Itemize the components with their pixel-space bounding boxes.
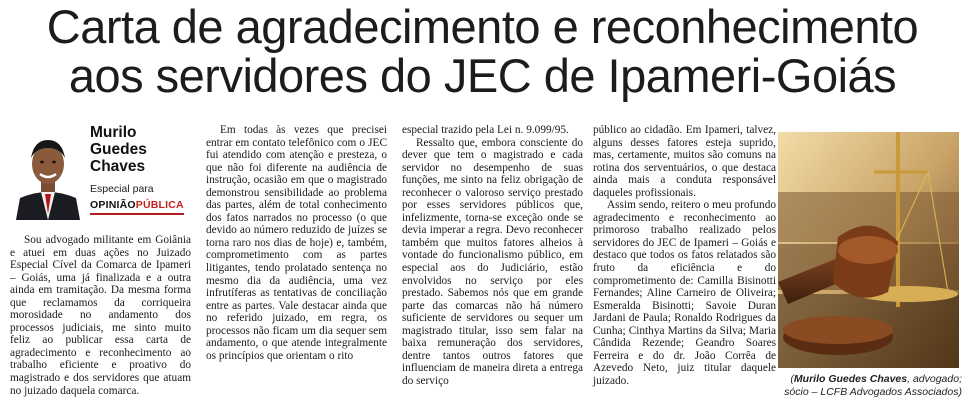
headline-line-1: Carta de agradecimento e reconhecimento (46, 0, 919, 53)
author-role: Especial para (90, 183, 154, 195)
paragraph: Assim sendo, reitero o meu profundo agradecimento e reconhecimento ao primoroso trabalho realizado pelos servidores do JEC de Ipameri – Goiás e destaco que todos os fatos relatados são fruto da eficiência e do comprometimento de: Camilla Bisinotti Fernandes; Aline Carneiro de Oliveira; Esmeralda Bisinotti; Savoie Duran Jardani de Paula; Ronaldo Rodrigues da Cunha; Cinthya Martins da Silva; Maria Cândida Rezende; Geandro Soares Ferreira e do dr. João Corrêa de Azevedo Neto, juiz titular daquele juizado. (593, 199, 776, 387)
caption: (Murilo Guedes Chaves, advogado; sócio – LCFB Advogados Associados) (784, 373, 962, 398)
gavel-and-scales-icon (778, 132, 959, 368)
paragraph-continuation: especial trazido pela Lei n. 9.099/95. (402, 124, 569, 136)
paragraph-continuation: público ao cidadão. Em Ipameri, talvez, alguns desses fatores esteja suprido, mas, certamente, muitos são comuns na rotina dos serventuários, o que destaca ainda mais a conduta responsável daqueles profissionais. (593, 124, 776, 199)
author-name: Murilo Guedes Chaves (90, 124, 147, 175)
column-1 (10, 124, 191, 397)
section-brand: OPINIÃOPÚBLICA (90, 199, 184, 215)
caption-author: Murilo Guedes Chaves (793, 373, 908, 385)
paragraph: Ressalto que, embora consciente do dever que tem o magistrado e cada servidor no desempenho de suas funções, me sinto na feliz obrigação de reconhecer o valoroso serviço prestado por esses servidores públicos que, infelizmente, torna-se exceção onde se devia imperar a regra. Devo reconhecer também que muitos fatores alheios à vontade do funcionalismo público, em especial aos do Judiciário, estão envolvidos no serviço por eles prestado. Sabemos nós que em grande parte das comarcas não há número suficiente de servidores ou sequer um magistrado titular, isso sem falar na baixa remuneração dos servidores, dentre tantos outros fatores que influenciam de maneira direta a entrega do serviço (402, 136, 583, 387)
headline (0, 2, 965, 100)
headline-line-2: aos servidores do JEC de Ipameri-Goiás (68, 49, 897, 102)
column-3 (402, 124, 583, 387)
column-2 (206, 124, 387, 362)
column-4 (593, 124, 776, 387)
paragraph: Em todas às vezes que precisei entrar em contato telefônico com o JEC fui atendido com atenção e presteza, o que não foi diferente na audiência de instrução, ocasião em que o magistrado demonstrou sensibilidade ao problema das partes, além de total conhecimento dos fatos narrados no processo (o que devido ao número reduzido de juízes se torna raro nos dias de hoje) e, também, comprometimento com as partes litigantes, tendo prolatado sentença no mesmo dia da audiência, uma vez infrutíferas as tentativas de conciliação entre as partes. Vale destacar ainda que no referido juizado, em regra, os processos não ficam um dia sequer sem andamento, o que atende integralmente os princípios que orientam o rito (206, 124, 387, 362)
paragraph: Sou advogado militante em Goiânia e atuei em duas ações no Juizado Especial Cível da Comarca de Ipameri – Goiás, uma já finalizada e a outra ainda em tramitação. Da mesma forma que reclamamos da corriqueira morosidade no andamento dos processos judiciais, me sinto muito feliz ao publicar essa carta de agradecimento e reconhecimento ao trabalho eficiente e proativo do magistrado e dos servidores que atuam no juizado daquela comarca. (10, 234, 191, 397)
author-portrait-icon (12, 128, 84, 220)
caption-text: , advogado; sócio – LCFB Advogados Associados) (784, 373, 962, 398)
author-box (10, 124, 191, 234)
